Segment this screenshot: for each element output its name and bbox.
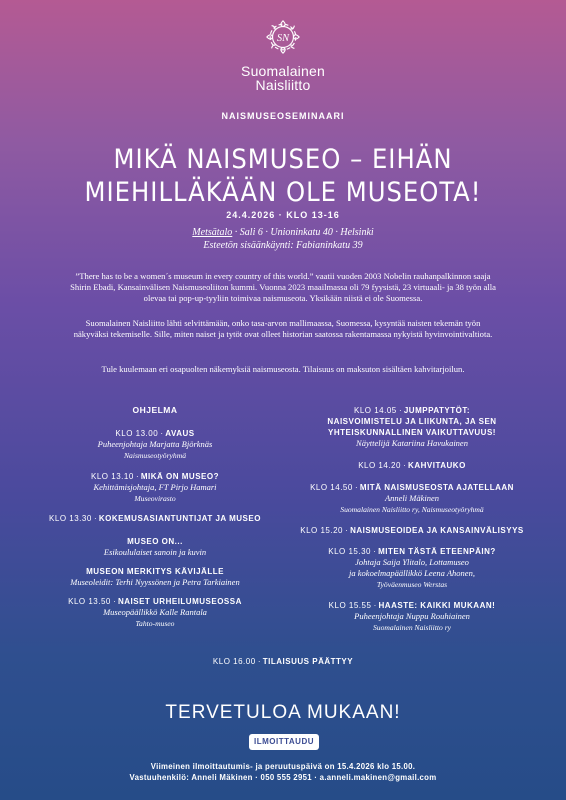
program-item: KLO 15.20 · NAISMUSEOIDEA JA KANSAINVÄLISYYS bbox=[300, 526, 524, 535]
program-item: KLO 14.20 · KAHVITAUKO bbox=[358, 461, 466, 470]
program-right-column bbox=[292, 405, 532, 633]
title-line-2: MIEHILLÄKÄÄN OLE MUSEOTA! bbox=[84, 177, 482, 208]
event-type: NAISMUSEOSEMINAARI bbox=[221, 111, 345, 121]
program-item: KLO 13.50 · NAISET URHEILUMUSEOSSA Museopäällikkö Kalle Rantala Tahto-museo bbox=[68, 597, 242, 628]
brand-line-1: Suomalainen bbox=[241, 63, 325, 79]
logo bbox=[0, 18, 566, 92]
intro-paragraph-2: Suomalainen Naisliitto lähti selvittämään, onko tasa-arvon mallimaassa, Suomessa, kysyntää naisten tekemän työn näkyväksi tekemiselle. Sille, miten naiset ja tytöt ovat olleet historian saatossa rakentamassa nykyistä hyvinvointivaltiota. bbox=[73, 318, 493, 339]
program-item: KLO 13.00 · AVAUS Puheenjohtaja Marjatta Björknäs Naismuseotyöryhmä bbox=[97, 429, 213, 460]
footer bbox=[0, 761, 566, 783]
program-item: KLO 13.30 · KOKEMUSASIANTUNTIJAT JA MUSEO MUSEO ON... Esikoululaiset sanoin ja kuvin MUSEON MERKITYS KÄVIJÄLLE Museoleidit: Terhi Nyyssönen ja Petra Tarkiainen bbox=[49, 514, 261, 587]
program-item: KLO 15.30 · MITEN TÄSTÄ ETEENPÄIN? Johtaja Saija Ylitalo, Lottamuseo ja kokoelmapäällikkö Leena Ahonen, Työväenmuseo Werstas bbox=[328, 547, 496, 589]
program-heading: OHJELMA bbox=[132, 405, 178, 415]
intro-paragraph-1: ”There has to be a women´s museum in every country of this world.” vaatii vuoden 2003 Nobelin rauhanpalkinnon saaja Shirin Ebadi, Kansainvälisen Naismuseoliiton kummi. Vuonna 2023 maailmassa oli 79 fyysistä, 23 virtuaali- ja 38 työn alla olevaa tai pop-up-tyyliin toimivaa naismuseota. Yksikään niistä ei ole Suomessa. bbox=[70, 271, 496, 303]
sn-monogram-flower-icon bbox=[264, 18, 302, 56]
venue-info bbox=[0, 226, 566, 252]
page-title bbox=[0, 143, 566, 209]
title-line-1: MIKÄ NAISMUSEO – EIHÄN bbox=[113, 144, 453, 175]
venue-address: · Sali 6 · Unioninkatu 40 · Helsinki bbox=[232, 227, 374, 238]
venue-link[interactable]: Metsätalo bbox=[192, 227, 233, 238]
deadline-text: Viimeinen ilmoittautumis- ja peruutuspäivä on 15.4.2026 klo 15.00. bbox=[150, 762, 416, 771]
event-date: 24.4.2026 · KLO 13-16 bbox=[226, 210, 340, 220]
contact-text: Vastuuhenkilö: Anneli Mäkinen · 050 555 2951 · a.anneli.makinen@gmail.com bbox=[129, 773, 437, 782]
accessible-entrance: Esteetön sisäänkäynti: Fabianinkatu 39 bbox=[203, 240, 363, 251]
intro-paragraph-3: Tule kuulemaan eri osapuolten näkemyksiä naismuseosta. Tilaisuus on maksuton sisältäen kahvitarjoilun. bbox=[101, 364, 465, 374]
register-button[interactable]: ILMOITTAUDU bbox=[249, 734, 319, 750]
welcome-heading: TERVETULOA MUKAAN! bbox=[165, 702, 401, 723]
program-item: KLO 14.05 · JUMPPATYTÖT: NAISVOIMISTELU JA LIIKUNTA, JA SEN YHTEISKUNNALLINEN VAIKUTTAVUUS! Näyttelijä Katariina Havukainen bbox=[327, 406, 497, 448]
program-item: KLO 13.10 · MIKÄ ON MUSEO? Kehittämisjohtaja, FT Pirjo Hamari Museovirasto bbox=[91, 472, 219, 503]
brand-line-2: Naisliitto bbox=[255, 77, 311, 93]
svg-text:SN: SN bbox=[276, 32, 290, 44]
program-closing: KLO 16.00 · TILAISUUS PÄÄTTYY bbox=[212, 657, 354, 666]
program-item: KLO 14.50 · MITÄ NAISMUSEOSTA AJATELLAAN Anneli Mäkinen Suomalainen Naisliitto ry, Naismuseotyöryhmä bbox=[310, 483, 514, 514]
program-item: KLO 15.55 · HAASTE: KAIKKI MUKAAN! Puheenjohtaja Nuppu Rouhiainen Suomalainen Naisliitto ry bbox=[328, 601, 496, 632]
program-left-column bbox=[35, 405, 275, 629]
